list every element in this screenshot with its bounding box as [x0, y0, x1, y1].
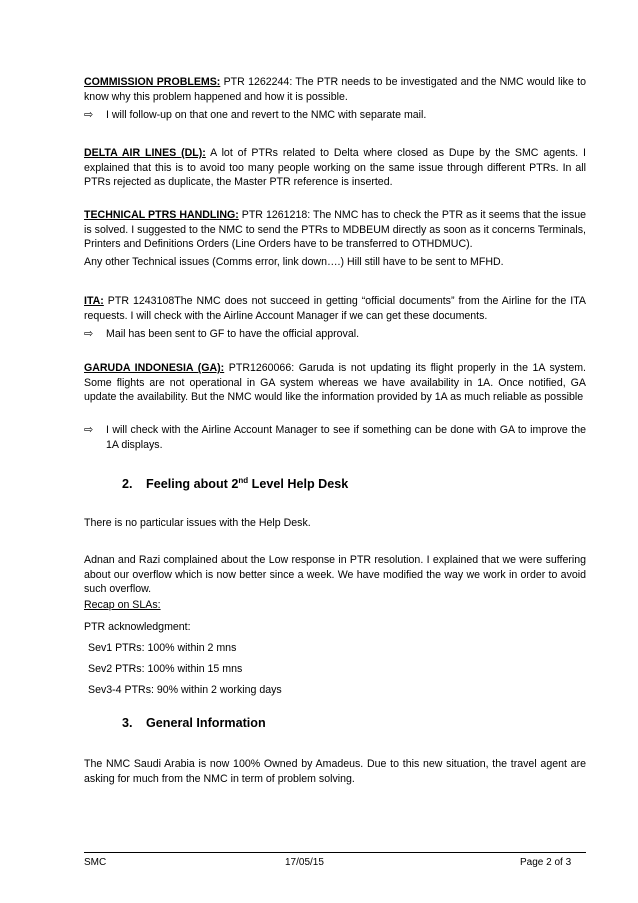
arrow-bullet-icon: ⇨ [84, 109, 94, 121]
section-3-number: 3. [122, 716, 133, 730]
garuda-bullet [84, 423, 586, 452]
technical-ptrs-paragraph [84, 208, 586, 252]
sev1-sla-line: Sev1 PTRs: 100% within 2 mns [88, 642, 237, 654]
ita-heading: ITA: [84, 295, 104, 307]
section-2-number: 2. [122, 477, 133, 492]
commission-problems-paragraph [84, 75, 586, 104]
arrow-bullet-icon: ⇨ [84, 328, 94, 340]
ita-bullet [84, 327, 586, 342]
commission-problems-bullet-text: I will follow-up on that one and revert to the NMC with separate mail. [106, 109, 427, 121]
ptr-acknowledgment-label: PTR acknowledgment: [84, 621, 191, 633]
delta-paragraph [84, 146, 586, 190]
section-2-heading [122, 476, 348, 491]
section-3-title: General Information [146, 716, 266, 730]
ita-bullet-text: Mail has been sent to GF to have the official approval. [106, 328, 360, 340]
commission-problems-bullet [84, 108, 586, 123]
general-information-paragraph: The NMC Saudi Arabia is now 100% Owned by Amadeus. Due to this new situation, the travel agent are asking for much from the NMC in term of problem solving. [84, 758, 586, 785]
arrow-bullet-icon: ⇨ [84, 424, 94, 436]
footer-date: 17/05/15 [285, 857, 324, 868]
technical-ptrs-extra: Any other Technical issues (Comms error, link down….) Hill still have to be sent to MFHD. [84, 256, 504, 268]
technical-ptrs-text: PTR 1261218: The NMC has to check the PTR as it seems that the issue is solved. I suggested to the NMC to send the PTRs to MDBEUM directly as soon as it concerns Terminals, Printers and Definitions Orders (Line Orders have to be transferred to OTHDMUC). [84, 209, 586, 250]
technical-ptrs-heading: TECHNICAL PTRS HANDLING: [84, 209, 239, 221]
commission-problems-text: PTR 1262244: The PTR needs to be investigated and the NMC would like to know why this problem happened and how it is possible. [84, 76, 586, 103]
garuda-heading: GARUDA INDONESIA (GA): [84, 362, 225, 374]
footer-page-number: Page 2 of 3 [520, 857, 572, 868]
section-2-title: Feeling about 2 [146, 477, 239, 492]
low-response-paragraph: Adnan and Razi complained about the Low response in PTR resolution. I explained that we were suffering about our overflow which is now better since a week. We have modified the way we work in order to avoid such overflow. [84, 554, 586, 595]
delta-heading: DELTA AIR LINES (DL): [84, 147, 206, 159]
garuda-paragraph [84, 361, 586, 405]
garuda-bullet-text: I will check with the Airline Account Manager to see if something can be done with GA to improve the 1A displays. [106, 424, 586, 451]
help-desk-paragraph: There is no particular issues with the Help Desk. [84, 517, 311, 529]
section-2-title-rest: Level Help Desk [248, 477, 349, 492]
recap-slas-label: Recap on SLAs: [84, 599, 161, 611]
footer-left: SMC [84, 857, 107, 868]
section-3-heading [122, 716, 266, 730]
footer-divider [84, 852, 586, 853]
section-2-title-sup: nd [238, 476, 249, 485]
ita-paragraph [84, 294, 586, 323]
commission-problems-heading: COMMISSION PROBLEMS: [84, 76, 221, 88]
sev34-sla-line: Sev3-4 PTRs: 90% within 2 working days [88, 684, 282, 696]
sev2-sla-line: Sev2 PTRs: 100% within 15 mns [88, 663, 243, 675]
garuda-text: PTR1260066: Garuda is not updating its flight properly in the 1A system. Some flights are not operational in GA system whereas we have availability in 1A. Once notified, GA update the availability. But the NMC would like the information provided by 1A as much reliable as possible [84, 362, 586, 403]
ita-text: PTR 1243108The NMC does not succeed in getting “official documents” from the Airline for the ITA requests. I will check with the Airline Account Manager if we can get these documents. [84, 295, 586, 322]
delta-text: A lot of PTRs related to Delta where closed as Dupe by the SMC agents. I explained that this is to avoid too many people working on the same issue through different PTRs. In all PTRs rejected as duplicate, the Master PTR reference is inserted. [84, 147, 586, 188]
